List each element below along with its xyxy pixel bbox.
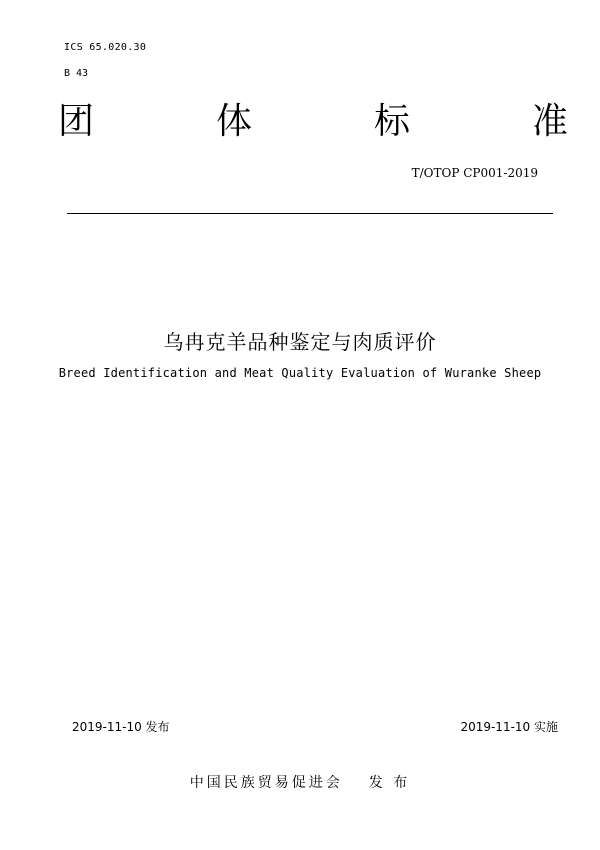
title-char: 体 <box>215 101 252 142</box>
divider <box>67 213 553 214</box>
title-char: 团 <box>58 101 95 142</box>
standard-name-english: Breed Identification and Meat Quality Evaluation of Wuranke Sheep <box>58 366 542 380</box>
title-char: 准 <box>531 101 568 142</box>
ics-code: ICS 65.020.30 <box>64 42 147 53</box>
standard-number: T/OTOP CP001-2019 <box>411 166 538 180</box>
publisher-action: 发 布 <box>368 775 411 791</box>
publisher <box>0 772 600 792</box>
document-type-title <box>58 100 568 144</box>
publisher-name: 中国民族贸易促进会 <box>189 775 343 791</box>
issue-date: 2019-11-10 发布 <box>72 720 170 734</box>
title-char: 标 <box>373 101 410 142</box>
ccs-code: B 43 <box>64 68 89 79</box>
implementation-date: 2019-11-10 实施 <box>460 720 558 734</box>
standard-name-chinese: 乌冉克羊品种鉴定与肉质评价 <box>163 330 437 354</box>
